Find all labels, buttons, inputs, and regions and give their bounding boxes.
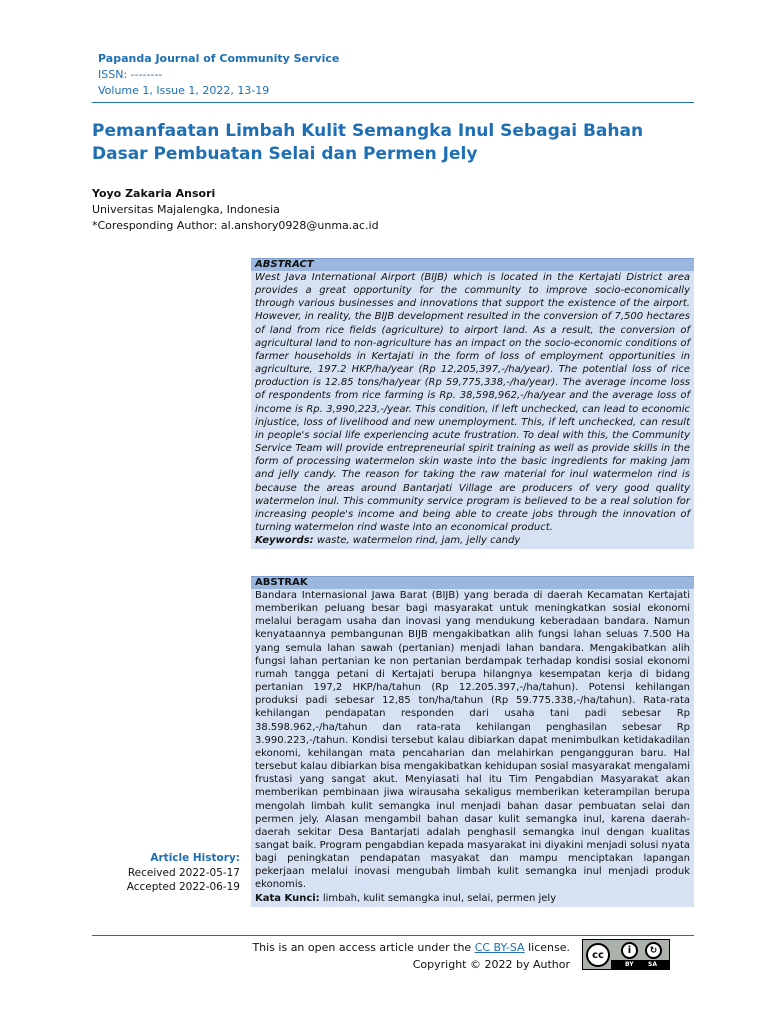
share-alike-icon: ↻ [645,942,662,959]
corresponding-author: *Coresponding Author: al.anshory0928@unma.ac.id [92,219,379,232]
cc-by-sa-badge-icon[interactable] [582,939,670,970]
abstract-body [251,271,694,549]
abstract-header: ABSTRACT [251,258,694,271]
journal-issn: ISSN: -------- [98,68,163,81]
badge-sa-label: SA [648,961,657,968]
cc-icon: cc [586,943,610,967]
badge-bottom-bar [611,960,669,969]
license-line [200,939,570,956]
author-name: Yoyo Zakaria Ansori [92,187,216,200]
abstrak-header: ABSTRAK [251,576,694,589]
badge-by-label: BY [625,961,634,968]
abstrak-text: Bandara Internasional Jawa Barat (BIJB) yang berada di daerah Kecamatan Kertajati memberikan peluang besar bagi masyarakat untuk meningkatkan sosial ekonomi melalui beragam usaha dan inovasi yang mendukung keberadaan bandara. Namun kenyataannya pembangunan BIJB mengakibatkan alih fungsi lahan seluas 7.500 Ha yang semula lahan sawah (pertanian) menjadi lahan bandara. Mengakibatkan alih fungsi lahan pertanian ke non pertanian berdampak terhadap kondisi sosial ekonomi rumah tangga petani di Kertajati berupa hilangnya kesempatan kerja di bidang pertanian 197,2 HKP/ha/tahun (Rp 12.205.397,-/ha/tahun). Potensi kehilangan produksi padi sebesar 12,85 ton/ha/tahun (Rp 59.775.338,-/ha/tahun). Rata-rata kehilangan pendapatan responden dari usaha tani padi sebesar Rp 38.598.962,-/ha/tahun dan rata-rata kehilangan penghasilan sebesar Rp 3.990.223,-/tahun. Kondisi tersebut kalau dibiarkan dapat menimbulkan ketidakadilan ekonomi, kehilangan mata pencaharian dan melahirkan pengangguran baru. Hal tersebut kalau dibiarkan bisa mengakibatkan kehidupan sosial masyarakat mengalami frustasi yang sangat akut. Menyiasati hal itu Tim Pengabdian Masyarakat akan memberikan pembinaan jiwa wirausaha sekaligus memberikan keterampilan berupa mengolah limbah kulit semangka inul menjadi bahan dasar pembuatan selai dan permen jely. Alasan mengambil bahan dasar kulit semangka inul, karena daerah-daerah sekitar Desa Bantarjati adalah penghasil semangka inul dengan kualitas sangat baik. Program pengabdian kepada masyarakat ini diyakini menjadi solusi nyata bagi peningkatan pendapatan masyakat dan mampu menciptakan lapangan pekerjaan melalui inovasi mengubah limbah kulit semangka inul menjadi produk ekonomis. [255,590,690,891]
history-accepted: Accepted 2022-06-19 [126,881,240,893]
article-title: Pemanfaatan Limbah Kulit Semangka Inul Sebagai Bahan Dasar Pembuatan Selai dan Permen Jely [92,121,644,164]
abstrak-box [251,576,694,907]
keywords-text: waste, watermelon rind, jam, jelly candy [313,535,521,547]
journal-volume: Volume 1, Issue 1, 2022, 13-19 [98,84,270,97]
author-affiliation: Universitas Majalengka, Indonesia [92,203,280,216]
keywords-label: Keywords: [255,535,314,547]
bottom-divider [92,935,694,936]
license-suffix: license. [524,941,570,954]
abstract-box [251,258,694,549]
top-divider [92,102,694,103]
license-prefix: This is an open access article under the [252,941,475,954]
author-block [92,186,379,234]
kata-kunci-label: Kata Kunci: [255,892,320,904]
copyright-line: Copyright © 2022 by Author [412,958,570,971]
article-history [100,851,240,895]
abstrak-body [251,589,694,907]
abstract-text: West Java International Airport (BIJB) which is located in the Kertajati District area provides a great opportunity for the community to improve socio-economically through various businesses and innovations that support the existence of the airport. However, in reality, the BIJB development resulted in the conversion of 7,500 hectares of land from rice fields (agriculture) to airport land. As a result, the conversion of agricultural land to non-agriculture has an impact on the socio-economic conditions of farmer households in Kertajati in the form of loss of employment opportunities in agriculture, 197.2 HKP/ha/year (Rp 12,205,397,-/ha/year). The potential loss of rice production is 12.85 tons/ha/year (Rp 59,775,338,-/ha/year). The average income loss of respondents from rice farming is Rp. 38,598,962,-/ha/year and the average loss of income is Rp. 3,990,223,-/year. This condition, if left unchecked, can lead to economic injustice, loss of livelihood and new unemployment. This, if left unchecked, can result in people's social life experiencing acute frustration. To deal with this, the Community Service Team will provide entrepreneurial spirit training as well as provide skills in the form of processing watermelon skin waste into the basic ingredients for making jam and jelly candy. The reason for taking the raw material for inul watermelon rind is because the areas around Bantarjati Village are producers of very good quality watermelon inul. This community service program is believed to be a real solution for increasing people's income and being able to create jobs through the innovation of turning watermelon rind waste into an economical product. [255,272,690,533]
journal-header [98,51,339,99]
history-label: Article History: [150,852,240,864]
license-link[interactable]: CC BY-SA [474,941,525,954]
license-block [200,939,570,973]
history-received: Received 2022-05-17 [127,866,240,879]
journal-name: Papanda Journal of Community Service [98,52,340,65]
kata-kunci-text: limbah, kulit semangka inul, selai, permen jely [319,892,557,904]
attribution-icon: i [621,942,638,959]
